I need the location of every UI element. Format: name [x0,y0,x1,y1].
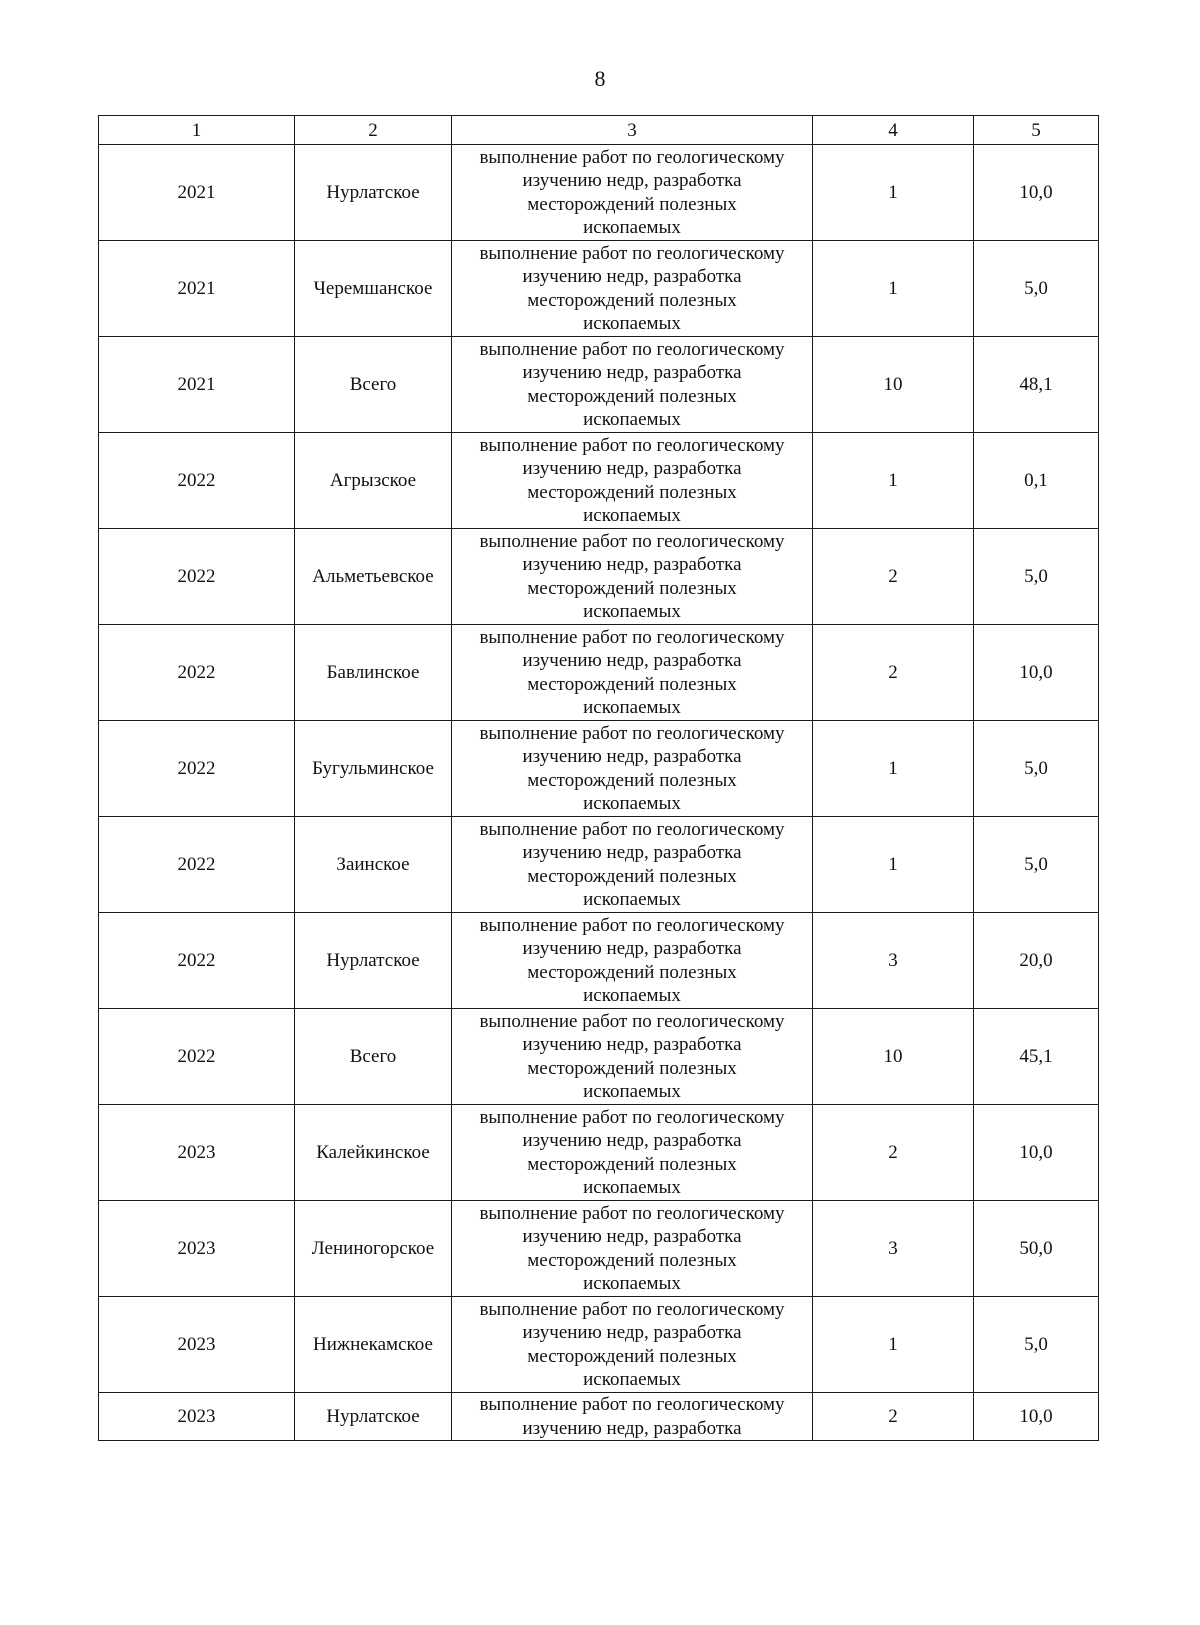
description-line: месторождений полезных [527,481,737,503]
description-line: выполнение работ по геологическому [479,1106,785,1128]
description-line: ископаемых [583,889,681,910]
description-line: выполнение работ по геологическому [479,1298,785,1320]
cell-count: 2 [813,625,974,721]
description-line: месторождений полезных [527,385,737,407]
description-line: изучению недр, разработка [522,746,742,767]
cell-name: Нурлатское [295,1393,452,1441]
cell-count: 3 [813,913,974,1009]
description-line: изучению недр, разработка [522,842,742,863]
cell-year: 2022 [99,529,295,625]
description-line: ископаемых [583,505,681,526]
description-line: выполнение работ по геологическому [479,626,785,648]
cell-year: 2022 [99,817,295,913]
cell-year: 2021 [99,337,295,433]
table-row [99,817,1099,913]
description-line: выполнение работ по геологическому [479,242,785,264]
cell-value: 10,0 [974,145,1099,241]
table-row [99,1009,1099,1105]
cell-name: Заинское [295,817,452,913]
description-line: изучению недр, разработка [522,362,742,383]
description-line: месторождений полезных [527,193,737,215]
cell-value: 50,0 [974,1201,1099,1297]
cell-description [452,1105,813,1201]
cell-count: 3 [813,1201,974,1297]
cell-year: 2022 [99,625,295,721]
table-row [99,1297,1099,1393]
cell-count: 1 [813,241,974,337]
cell-year: 2022 [99,1009,295,1105]
cell-count: 1 [813,145,974,241]
description-line: изучению недр, разработка [522,1034,742,1055]
page-number: 8 [594,66,606,91]
description-line: месторождений полезных [527,1345,737,1367]
table-row [99,1201,1099,1297]
cell-name: Лениногорское [295,1201,452,1297]
table-header-row [99,116,1099,145]
description-line: месторождений полезных [527,1153,737,1175]
description-line: выполнение работ по геологическому [479,146,785,168]
description-line: ископаемых [583,217,681,238]
description-line: месторождений полезных [527,961,737,983]
table-row [99,1393,1099,1441]
description-line: изучению недр, разработка [522,554,742,575]
table-row [99,145,1099,241]
description-line: месторождений полезных [527,289,737,311]
cell-name: Черемшанское [295,241,452,337]
description-line: выполнение работ по геологическому [479,434,785,456]
cell-year: 2021 [99,241,295,337]
description-line: выполнение работ по геологическому [479,1394,785,1415]
cell-year: 2022 [99,721,295,817]
description-line: изучению недр, разработка [522,170,742,191]
cell-count: 1 [813,817,974,913]
cell-value: 5,0 [974,529,1099,625]
cell-description [452,817,813,913]
cell-name: Всего [295,337,452,433]
cell-name: Нижнекамское [295,1297,452,1393]
description-line: месторождений полезных [527,577,737,599]
description-line: ископаемых [583,793,681,814]
description-line: ископаемых [583,1081,681,1102]
description-line: месторождений полезных [527,865,737,887]
description-line: выполнение работ по геологическому [479,1010,785,1032]
cell-name: Бавлинское [295,625,452,721]
table-row [99,433,1099,529]
description-line: месторождений полезных [527,673,737,695]
cell-count: 10 [813,337,974,433]
cell-value: 48,1 [974,337,1099,433]
table-row [99,529,1099,625]
cell-count: 2 [813,529,974,625]
description-line: ископаемых [583,601,681,622]
cell-year: 2023 [99,1297,295,1393]
description-line: ископаемых [583,1273,681,1294]
description-line: месторождений полезных [527,1249,737,1271]
cell-description [452,529,813,625]
cell-description [452,433,813,529]
description-line: изучению недр, разработка [522,1226,742,1247]
cell-description [452,1009,813,1105]
cell-description [452,145,813,241]
description-line: выполнение работ по геологическому [479,530,785,552]
description-line: выполнение работ по геологическому [479,722,785,744]
cell-description [452,913,813,1009]
cell-value: 5,0 [974,721,1099,817]
column-header: 1 [99,116,295,145]
cell-description [452,337,813,433]
description-line: выполнение работ по геологическому [479,914,785,936]
cell-name: Калейкинское [295,1105,452,1201]
cell-description [452,625,813,721]
cell-value: 10,0 [974,1393,1099,1441]
cell-description [452,1393,813,1441]
cell-name: Агрызское [295,433,452,529]
cell-count: 10 [813,1009,974,1105]
cell-value: 45,1 [974,1009,1099,1105]
table-row [99,241,1099,337]
description-line: ископаемых [583,985,681,1006]
cell-year: 2022 [99,913,295,1009]
description-line: ископаемых [583,697,681,718]
cell-count: 2 [813,1393,974,1441]
cell-count: 2 [813,1105,974,1201]
column-header: 4 [813,116,974,145]
description-line: изучению недр, разработка [522,266,742,287]
cell-description [452,721,813,817]
table-row [99,721,1099,817]
data-table [98,115,1099,1441]
description-line: изучению недр, разработка [522,650,742,671]
cell-description [452,1297,813,1393]
cell-value: 10,0 [974,625,1099,721]
description-line: выполнение работ по геологическому [479,338,785,360]
description-line: выполнение работ по геологическому [479,818,785,840]
cell-name: Нурлатское [295,913,452,1009]
description-line: месторождений полезных [527,769,737,791]
table-row [99,625,1099,721]
cell-year: 2022 [99,433,295,529]
description-line: ископаемых [583,1369,681,1390]
cell-value: 5,0 [974,817,1099,913]
column-header: 2 [295,116,452,145]
cell-value: 5,0 [974,241,1099,337]
table-row [99,337,1099,433]
cell-name: Всего [295,1009,452,1105]
column-header: 3 [452,116,813,145]
cell-value: 5,0 [974,1297,1099,1393]
description-line: ископаемых [583,1177,681,1198]
table-row [99,1105,1099,1201]
cell-count: 1 [813,433,974,529]
column-header: 5 [974,116,1099,145]
cell-year: 2023 [99,1393,295,1441]
cell-year: 2023 [99,1105,295,1201]
cell-name: Бугульминское [295,721,452,817]
description-line: выполнение работ по геологическому [479,1202,785,1224]
description-line: изучению недр, разработка [522,458,742,479]
cell-description [452,1201,813,1297]
cell-value: 20,0 [974,913,1099,1009]
cell-description [452,241,813,337]
cell-count: 1 [813,1297,974,1393]
description-line: месторождений полезных [527,1057,737,1079]
cell-value: 0,1 [974,433,1099,529]
description-line: изучению недр, разработка [522,938,742,959]
cell-name: Нурлатское [295,145,452,241]
cell-count: 1 [813,721,974,817]
table-row [99,913,1099,1009]
cell-name: Альметьевское [295,529,452,625]
description-line: изучению недр, разработка [522,1322,742,1343]
description-line: изучению недр, разработка [522,1130,742,1151]
cell-value: 10,0 [974,1105,1099,1201]
cell-year: 2021 [99,145,295,241]
description-line: изучению недр, разработка [522,1417,742,1439]
cell-year: 2023 [99,1201,295,1297]
description-line: ископаемых [583,409,681,430]
description-line: ископаемых [583,313,681,334]
